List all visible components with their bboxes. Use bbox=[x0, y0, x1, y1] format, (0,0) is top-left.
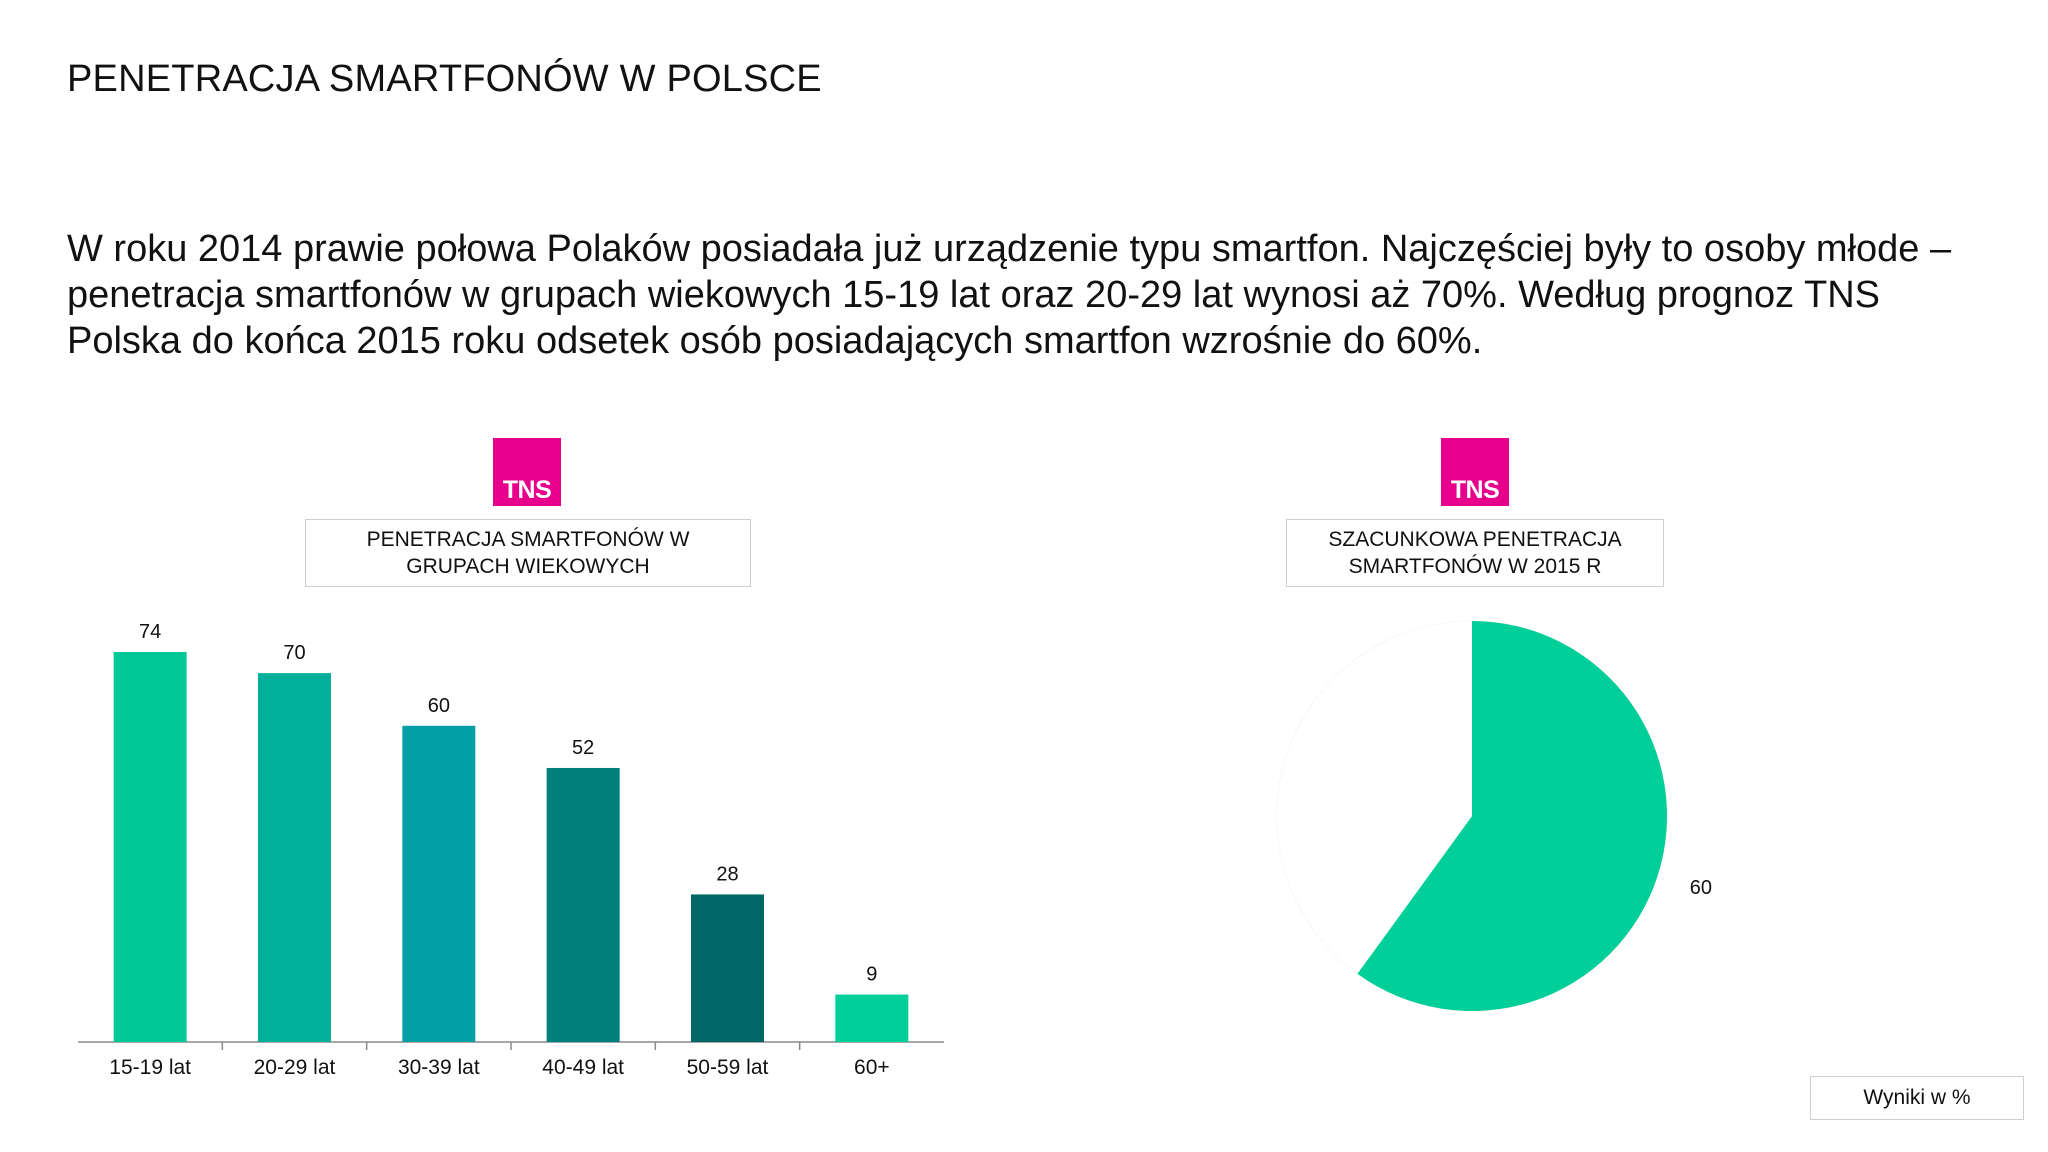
pie-chart-title-line-1: SZACUNKOWA PENETRACJA bbox=[1328, 528, 1622, 551]
bar bbox=[258, 673, 331, 1042]
x-tick-label: 20-29 lat bbox=[253, 1056, 336, 1079]
intro-line-1: W roku 2014 prawie połowa Polaków posiadała już urządzenie typu smartfon. Najczęściej były to osoby młode – bbox=[67, 228, 1952, 270]
bar bbox=[114, 652, 187, 1042]
pie-slice-label: 60 bbox=[1689, 876, 1713, 899]
x-tick-label: 50-59 lat bbox=[686, 1056, 769, 1079]
bar-chart-title-line-2: GRUPACH WIEKOWYCH bbox=[406, 555, 650, 578]
x-tick-label: 15-19 lat bbox=[109, 1056, 192, 1079]
tns-logo-text: TNS bbox=[1450, 476, 1500, 504]
bar-value-label: 52 bbox=[572, 736, 595, 759]
intro-line-2: penetracja smartfonów w grupach wiekowych 15-19 lat oraz 20-29 lat wynosi aż 70%. Według prognoz TNS bbox=[67, 274, 1880, 316]
bar bbox=[402, 726, 475, 1042]
bar bbox=[835, 995, 908, 1042]
bar bbox=[691, 894, 764, 1042]
x-tick-label: 40-49 lat bbox=[542, 1056, 625, 1079]
pie-chart bbox=[1277, 621, 1712, 1011]
bar bbox=[547, 768, 620, 1042]
intro-line-3: Polska do końca 2015 roku odsetek osób posiadających smartfon wzrośnie do 60%. bbox=[67, 320, 1483, 362]
bar-value-label: 70 bbox=[283, 642, 306, 665]
bar-value-label: 28 bbox=[716, 863, 739, 886]
bar-chart-title-line-1: PENETRACJA SMARTFONÓW W bbox=[366, 528, 690, 551]
bar-value-label: 9 bbox=[866, 963, 878, 986]
pie-chart-title-line-2: SMARTFONÓW W 2015 R bbox=[1348, 555, 1602, 578]
tns-logo-text: TNS bbox=[502, 476, 552, 504]
page-title: PENETRACJA SMARTFONÓW W POLSCE bbox=[67, 58, 822, 100]
x-tick-label: 30-39 lat bbox=[397, 1056, 480, 1079]
bar-value-label: 74 bbox=[139, 621, 162, 644]
x-tick-label: 60+ bbox=[854, 1056, 890, 1079]
bar-chart bbox=[78, 621, 944, 1079]
results-note: Wyniki w % bbox=[1810, 1076, 2024, 1120]
bar-value-label: 60 bbox=[427, 694, 450, 717]
